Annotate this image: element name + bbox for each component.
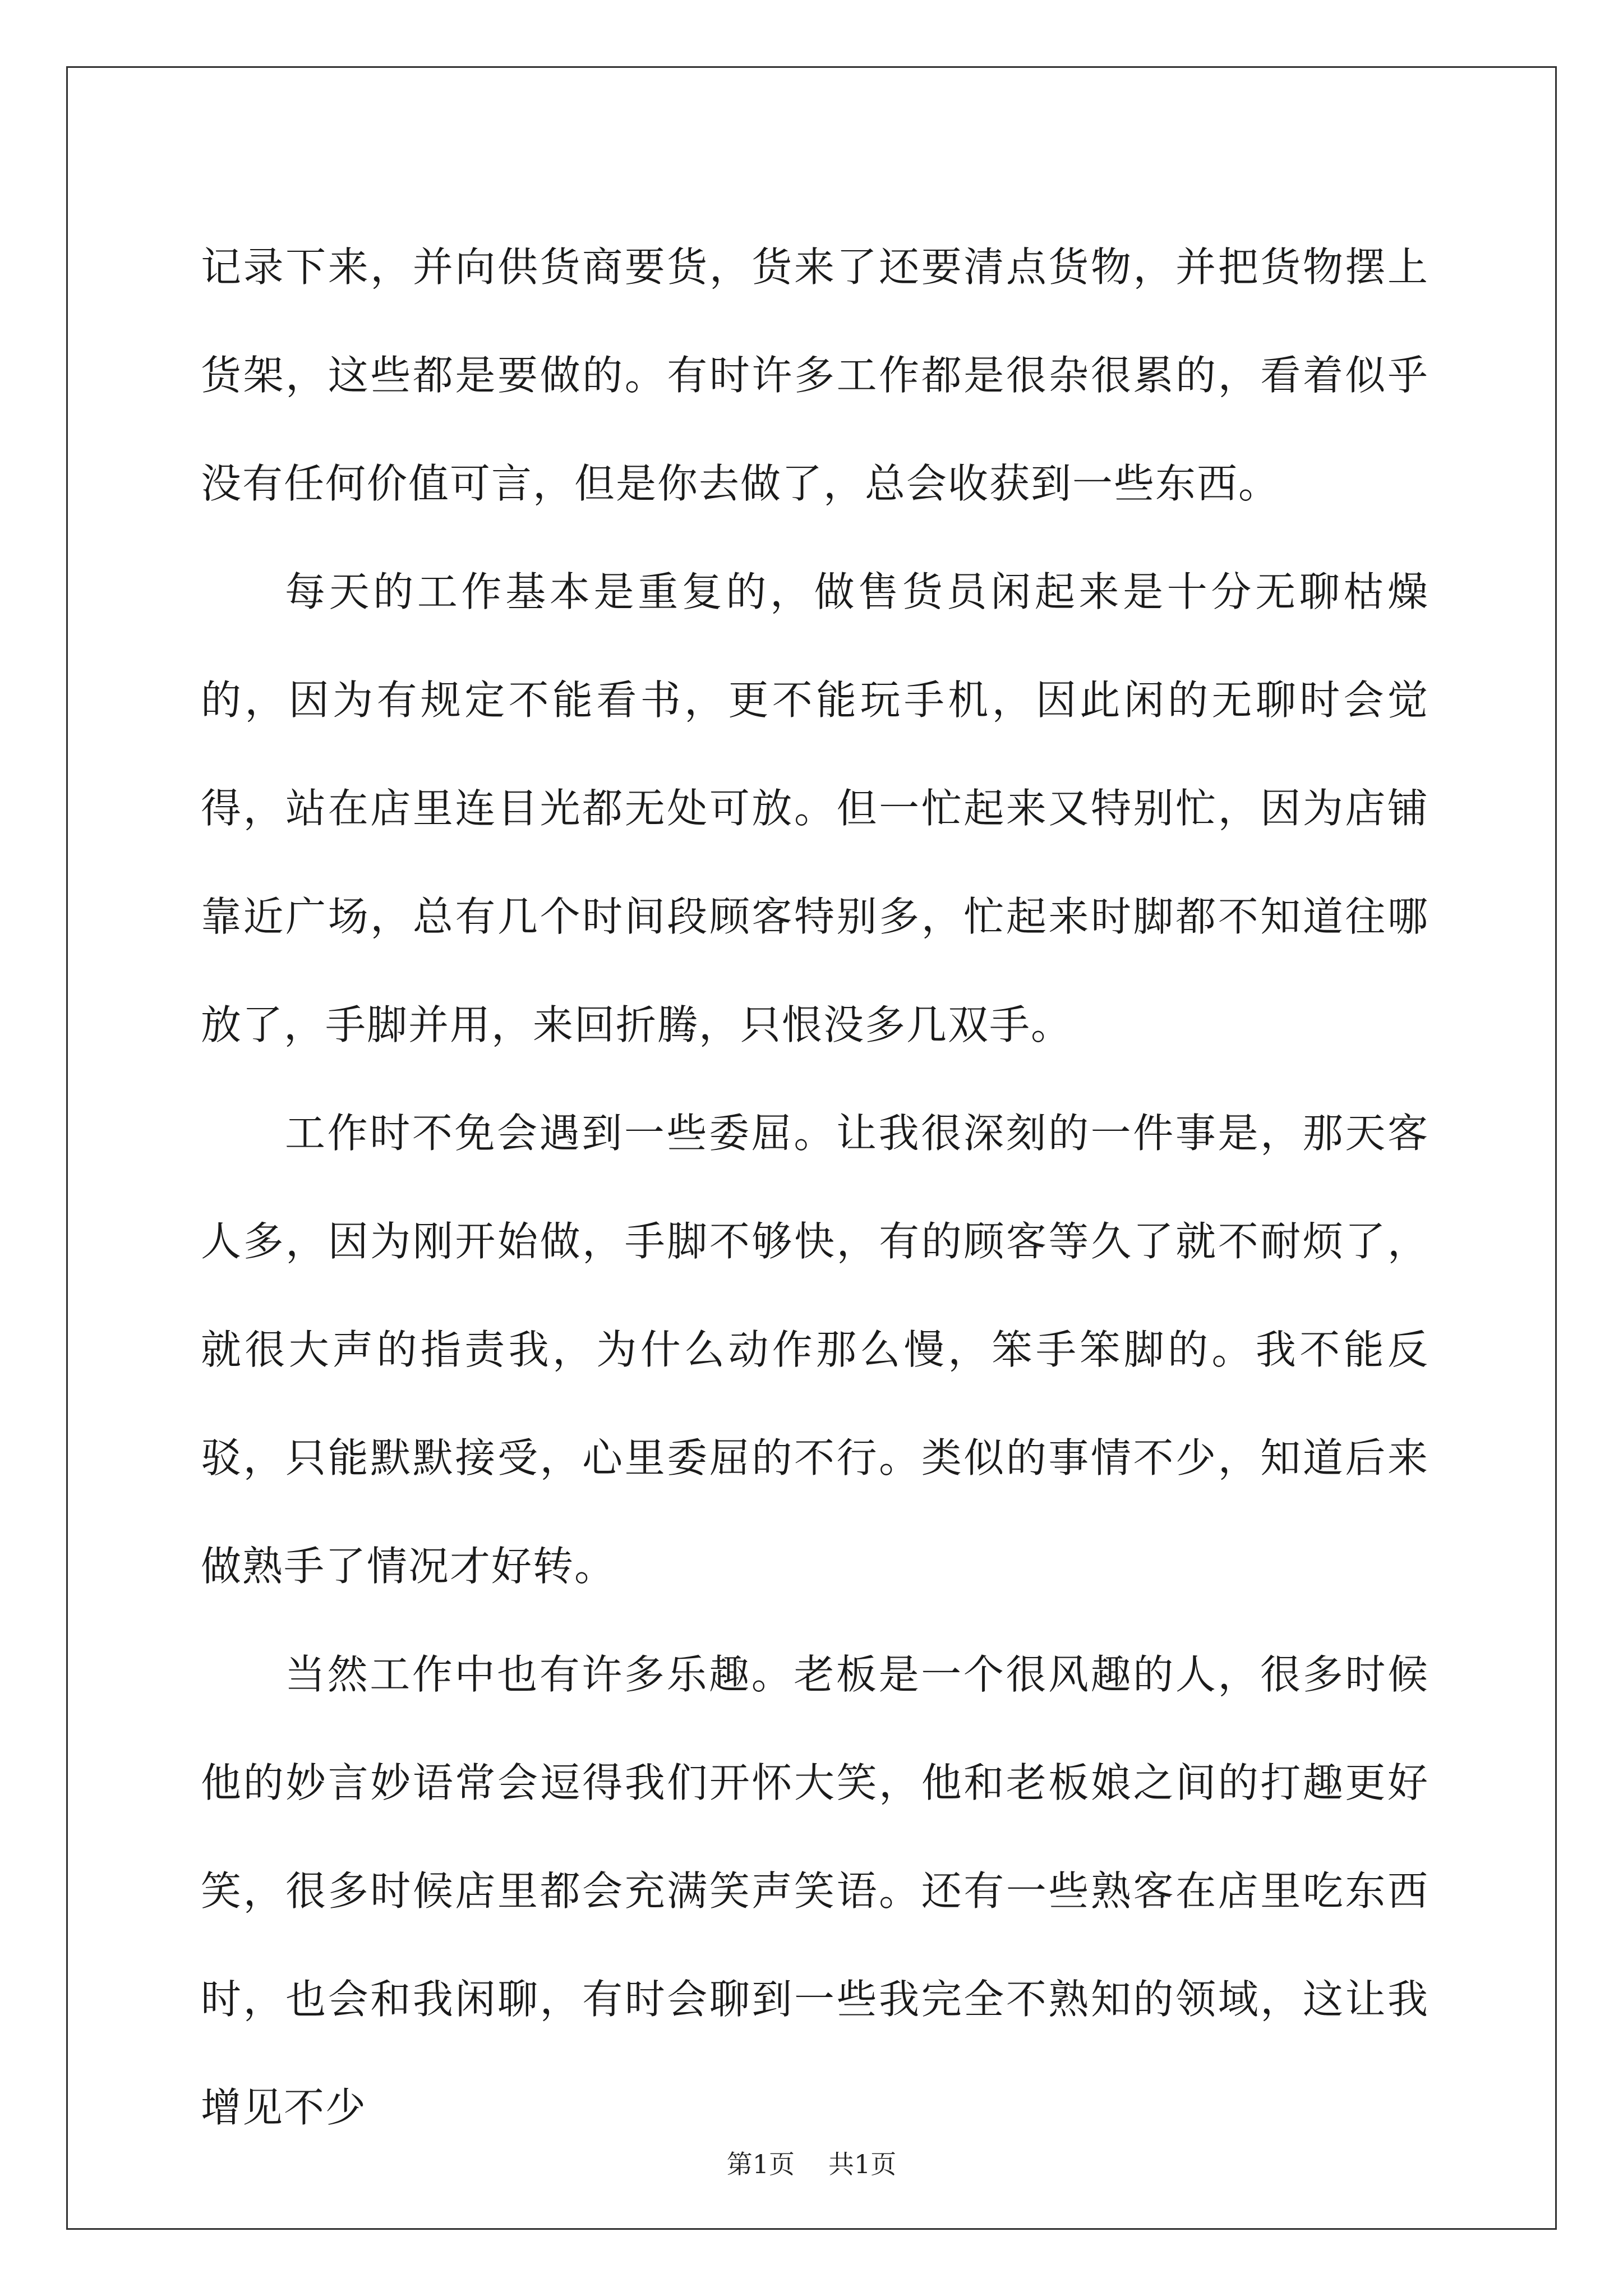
paragraph-2: 每天的工作基本是重复的，做售货员闲起来是十分无聊枯燥的，因为有规定不能看书，更不能玩手机，因此闲的无聊时会觉得，站在店里连目光都无处可放。但一忙起来又特别忙，因为店铺靠近广场，总有几个时间段顾客特别多，忙起来时脚都不知道往哪放了，手脚并用，来回折腾，只恨没多几双手。 bbox=[201, 568, 1429, 1048]
paragraph-4: 当然工作中也有许多乐趣。老板是一个很风趣的人，很多时候他的妙言妙语常会逗得我们开怀大笑，他和老板娘之间的打趣更好笑，很多时候店里都会充满笑声笑语。还有一些熟客在店里吃东西时，也会和我闲聊，有时会聊到一些我完全不熟知的领域，这让我增见不少 bbox=[201, 1651, 1429, 2131]
page-total: 共1页 bbox=[828, 2149, 897, 2179]
document-body bbox=[201, 213, 1429, 2162]
page-number: 第1页 bbox=[726, 2149, 795, 2179]
paragraph-1: 记录下来，并向供货商要货，货来了还要清点货物，并把货物摆上货架，这些都是要做的。有时许多工作都是很杂很累的，看着似乎没有任何价值可言，但是你去做了，总会收获到一些东西。 bbox=[201, 243, 1429, 507]
page-footer bbox=[0, 2147, 1623, 2181]
paragraph-3: 工作时不免会遇到一些委屈。让我很深刻的一件事是，那天客人多，因为刚开始做，手脚不够快，有的顾客等久了就不耐烦了，就很大声的指责我，为什么动作那么慢，笨手笨脚的。我不能反驳，只能默默接受，心里委屈的不行。类似的事情不少，知道后来做熟手了情况才好转。 bbox=[201, 1110, 1429, 1590]
